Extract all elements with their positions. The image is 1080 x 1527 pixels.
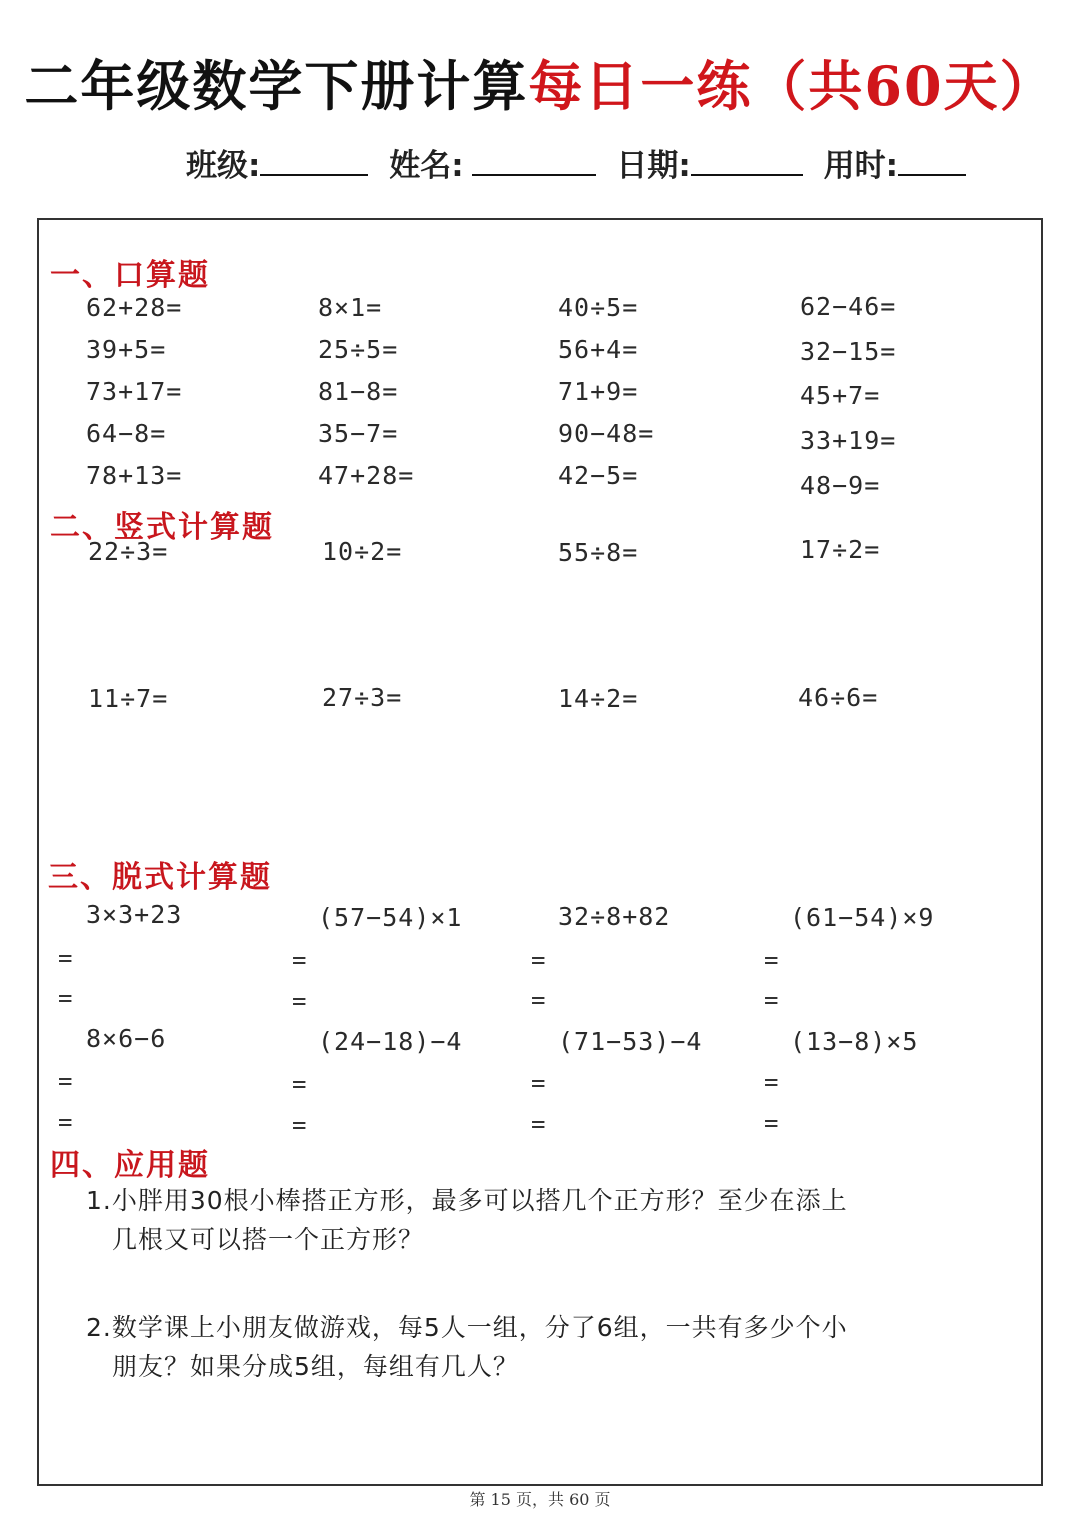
name-field: 姓名: <box>389 140 595 185</box>
oral-item: 40÷5= <box>558 293 639 322</box>
oral-item: 32−15= <box>800 337 897 366</box>
oral-item: 81−8= <box>318 377 399 406</box>
section-stepwise-heading: 三、脱式计算题 <box>48 860 272 895</box>
oral-item: 62+28= <box>86 293 183 322</box>
time-field: 用时: <box>824 140 966 185</box>
equals-sign: = <box>531 986 546 1014</box>
stepwise-item: (61−54)×9 <box>790 903 935 932</box>
stepwise-item: 3×3+23 <box>86 900 183 929</box>
equals-sign: = <box>764 986 779 1014</box>
problem-line: 朋友？如果分成5组，每组有几人？ <box>112 1352 519 1381</box>
equals-sign: = <box>531 1110 546 1138</box>
equals-sign: = <box>58 944 73 972</box>
vertical-item: 22÷3= <box>88 537 169 566</box>
equals-sign: = <box>531 946 546 974</box>
time-blank[interactable] <box>898 144 966 176</box>
stepwise-item: 8×6−6 <box>86 1024 167 1053</box>
vertical-item: 11÷7= <box>88 684 169 713</box>
word-problem-1 <box>86 1181 966 1259</box>
vertical-item: 27÷3= <box>322 683 403 712</box>
equals-sign: = <box>292 1111 307 1139</box>
equals-sign: = <box>58 984 73 1012</box>
date-blank[interactable] <box>691 144 803 176</box>
class-blank[interactable] <box>260 144 368 176</box>
equals-sign: = <box>58 1067 73 1095</box>
equals-sign: = <box>292 1070 307 1098</box>
oral-item: 62−46= <box>800 292 897 321</box>
section-word-problems-heading: 四、应用题 <box>50 1148 210 1183</box>
stepwise-item: (57−54)×1 <box>318 903 463 932</box>
vertical-item: 14÷2= <box>558 684 639 713</box>
oral-item: 8×1= <box>318 293 383 322</box>
problem-line: 几根又可以搭一个正方形？ <box>112 1225 425 1254</box>
oral-item: 45+7= <box>800 381 881 410</box>
equals-sign: = <box>292 987 307 1015</box>
word-problem-2 <box>86 1308 966 1386</box>
oral-item: 64−8= <box>86 419 167 448</box>
oral-item: 39+5= <box>86 335 167 364</box>
vertical-item: 17÷2= <box>800 535 881 564</box>
vertical-item: 46÷6= <box>798 683 879 712</box>
stepwise-item: (24−18)−4 <box>318 1027 463 1056</box>
problem-line: 1.小胖用30根小棒搭正方形，最多可以搭几个正方形？至少在添上 <box>86 1186 848 1215</box>
student-info-line <box>186 140 976 185</box>
oral-item: 48−9= <box>800 471 881 500</box>
class-field: 班级: <box>186 140 368 185</box>
equals-sign: = <box>764 1068 779 1096</box>
name-blank[interactable] <box>472 144 596 176</box>
date-field: 日期: <box>616 140 802 185</box>
oral-item: 90−48= <box>558 419 655 448</box>
equals-sign: = <box>531 1069 546 1097</box>
section-vertical-heading: 二、竖式计算题 <box>50 510 274 545</box>
equals-sign: = <box>58 1108 73 1136</box>
equals-sign: = <box>292 946 307 974</box>
equals-sign: = <box>764 946 779 974</box>
vertical-item: 10÷2= <box>322 537 403 566</box>
section-oral-heading: 一、口算题 <box>50 258 210 293</box>
stepwise-item: (71−53)−4 <box>558 1027 703 1056</box>
oral-item: 33+19= <box>800 426 897 455</box>
title-main: 二年级数学下册计算 <box>24 54 529 118</box>
oral-item: 25÷5= <box>318 335 399 364</box>
oral-item: 78+13= <box>86 461 183 490</box>
oral-item: 42−5= <box>558 461 639 490</box>
oral-item: 35−7= <box>318 419 399 448</box>
equals-sign: = <box>764 1109 779 1137</box>
oral-item: 56+4= <box>558 335 639 364</box>
problem-line: 2.数学课上小朋友做游戏，每5人一组，分了6组，一共有多少个小 <box>86 1313 848 1342</box>
title-highlight: 每日一练（共60天） <box>528 54 1056 118</box>
stepwise-item: 32÷8+82 <box>558 902 671 931</box>
oral-item: 73+17= <box>86 377 183 406</box>
oral-item: 71+9= <box>558 377 639 406</box>
page-title <box>0 44 1080 121</box>
stepwise-item: (13−8)×5 <box>790 1027 919 1056</box>
oral-item: 47+28= <box>318 461 415 490</box>
vertical-item: 55÷8= <box>558 538 639 567</box>
page-footer: 第 15 页，共 60 页 <box>469 1490 611 1509</box>
